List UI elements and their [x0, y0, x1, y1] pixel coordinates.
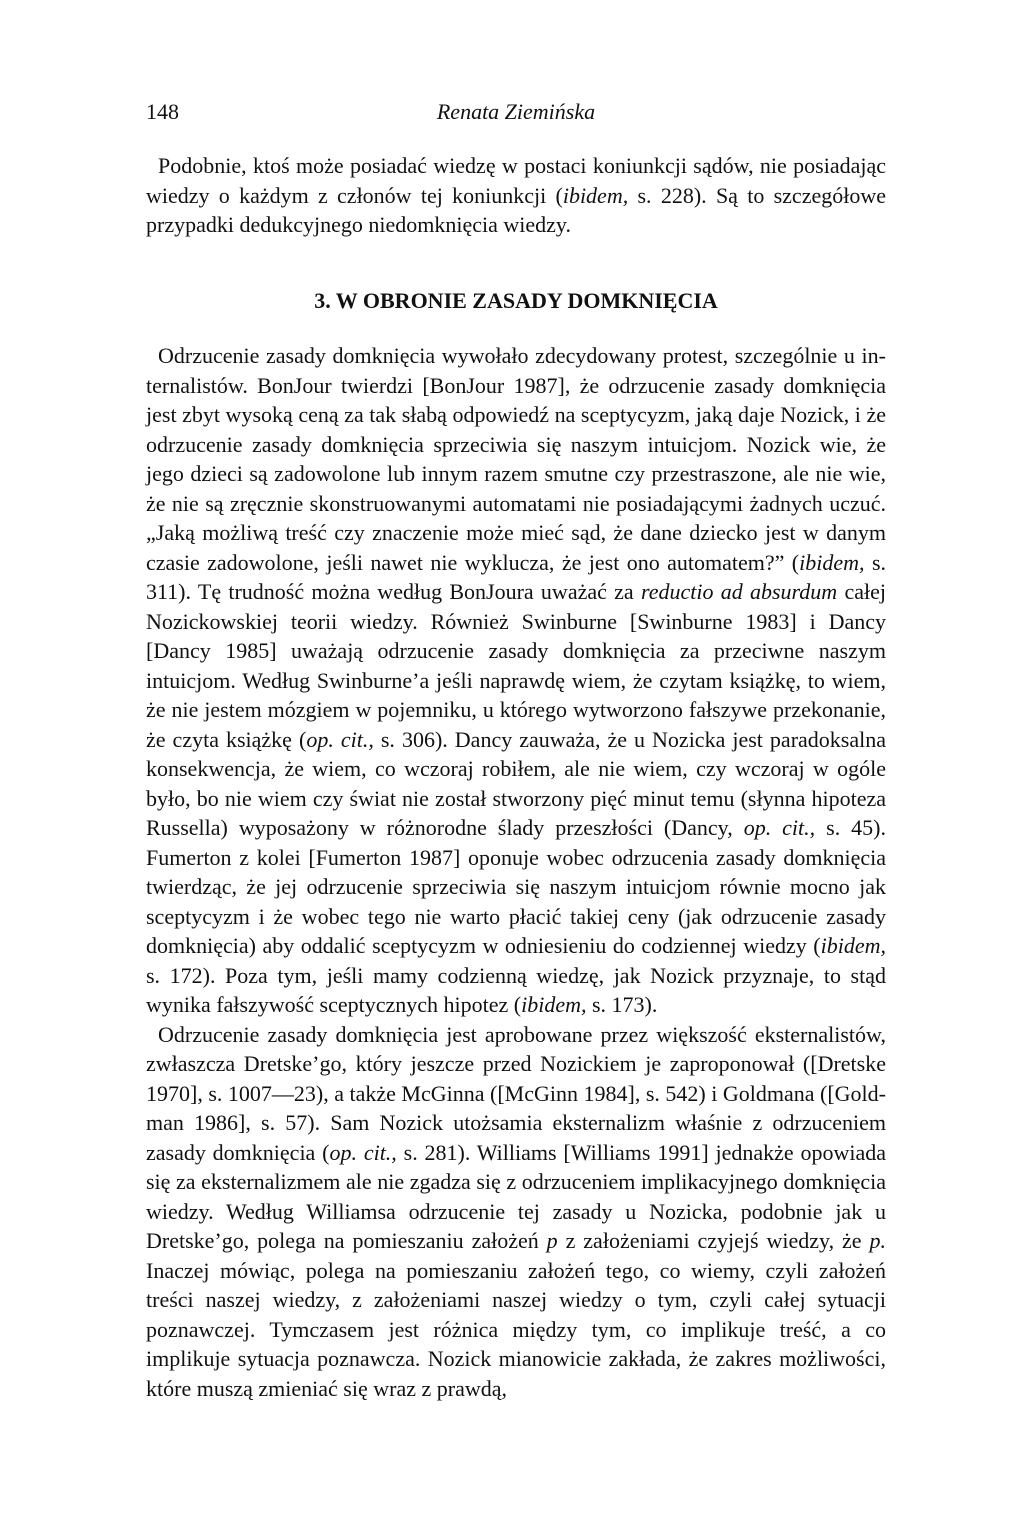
running-header [146, 97, 886, 127]
paragraph [146, 1020, 886, 1404]
running-title: Renata Ziemińska [436, 99, 596, 124]
italic-text: p [546, 1228, 558, 1253]
paragraph [146, 151, 886, 240]
text-run: Inaczej mówiąc, polega na pomieszaniu założeń tego, co wiemy, czyli założeń treści naszej wiedzy, z założeniami naszej wiedzy o tym, czyli całej sytuacji poznawczej. Tymczasem jest różnica między tym, co implikuje treść, a co implikuje sytuacja poznawcza. Nozick mianowicie zakłada, że zakres możliwości, które muszą zmieniać się wraz z prawdą, [146, 1257, 886, 1401]
text-run: s. 306). Dancy zauważa, że u Nozicka jest paradoksalna konsekwencja, że wiem, co wczoraj robiłem, ale nie wiem, czy wczoraj w ogóle było, bo nie wiem czy świat nie został stworzony pięć minut temu (słynna hipoteza Russella) wyposażony w różnorodne ślady przeszłości (Dancy, [146, 726, 886, 840]
italic-text: ibidem, [562, 182, 629, 208]
text-run: s. 172). Poza tym, jeśli mamy codzienną wiedzę, jak Nozick przyznaje, to stąd wynika fałszywość sceptycznych hipotez ( [146, 962, 886, 1017]
text-run: s. 228). Są to szczegółowe przypadki dedukcyjnego niedomknięcia wiedzy. [146, 182, 886, 237]
text-run: s. 173). [586, 992, 658, 1017]
text-run: s. 45). Fumerton z kolei [Fumerton 1987] oponuje wobec odrzucenia zasady domknięcia twierdząc, że jej odrzucenie sprzeciwia się naszym intuicjom równie mocno jak sceptycyzm i że wobec tego nie warto płacić takiej ceny (jak odrzucenie zasady domknięcia) aby oddalić sceptycyzm w odniesieniu do codziennej wiedzy ( [146, 815, 886, 958]
paragraph [146, 341, 886, 1020]
text-run: całej Nozickowskiej teorii wiedzy. Również Swinburne [Swinburne 1983] i Dancy [Dancy 1985] uważają odrzucenie zasady domknięcia za przeciwne naszym intuicjom. Według Swinburne’a jeśli naprawdę wiem, że czytam książkę, to wiem, że nie jestem mózgiem w pojemniku, u którego wytworzono fałszywe przekonanie, że czyta książkę ( [146, 579, 886, 752]
section-heading: 3. W OBRONIE ZASADY DOMKNIĘCIA [314, 287, 718, 313]
page-number: 148 [146, 99, 179, 124]
text-run: Odrzucenie zasady domknięcia jest aprobowane przez większość eksternalistów, zwłaszcza Dretske’go, który jeszcze przed Nozickiem je zaproponował ([Dretske 1970], s. 1007—23), a także McGinna ([McGinn 1984], s. 542) i Goldmana ([Goldman 1986], s. 57). Sam Nozick utożsamia eksternalizm właśnie z odrzuceniem zasady domknięcia ( [146, 1021, 886, 1165]
italic-text: op. cit., [743, 815, 816, 840]
italic-text: ibidem, [820, 933, 886, 958]
text-run: z założeniami czyjejś wiedzy, że [557, 1228, 870, 1253]
italic-text: reductio ad absurdum [640, 579, 838, 604]
text-run: Podobnie, ktoś może posiadać wiedzę w postaci koniunkcji sądów, nie posiadając wiedzy o każdym z członów tej koniunkcji ( [146, 153, 886, 208]
italic-text: p. [869, 1228, 887, 1253]
italic-text: op. cit., [329, 1139, 397, 1165]
italic-text: ibidem, [521, 992, 587, 1017]
italic-text: op. cit., [306, 726, 374, 752]
body-text [146, 151, 886, 1403]
text-run: Odrzucenie zasady domknięcia wywołało zdecydowany protest, szczególnie u internalistów. BonJour twierdzi [BonJour 1987], że odrzucenie zasady domknięcia jest zbyt wysoką ceną za tak słabą odpowiedź na sceptycyzm, jaką daje Nozick, i że odrzucenie zasady domknięcia sprzeciwia się naszym intuicjom. Nozick wie, że jego dzieci są zadowolone lub innym razem smutne czy przestraszone, ale nie wie, że nie są zręcznie skonstruowanymi automatami nie posiadającymi żadnych uczuć. „Jaką możliwą treść czy znaczenie może mieć sąd, że dane dziecko jest w danym czasie zadowolone, jeśli nawet nie wyklucza, że jest ono automatem?” ( [146, 343, 886, 575]
italic-text: ibidem, [799, 549, 865, 575]
text-run: s. 281). Williams [Williams 1991] jednakże opowiada się za eksternalizmem ale nie zgadza się z odrzuceniem implikacyjnego domknięcia wiedzy. Według Williamsa odrzucenie tej zasady u Nozicka, podobnie jak u Dretske’go, polega na pomieszaniu założeń [146, 1139, 887, 1253]
text-run: s. 311). Tę trudność można według BonJoura uważać za [146, 549, 886, 604]
